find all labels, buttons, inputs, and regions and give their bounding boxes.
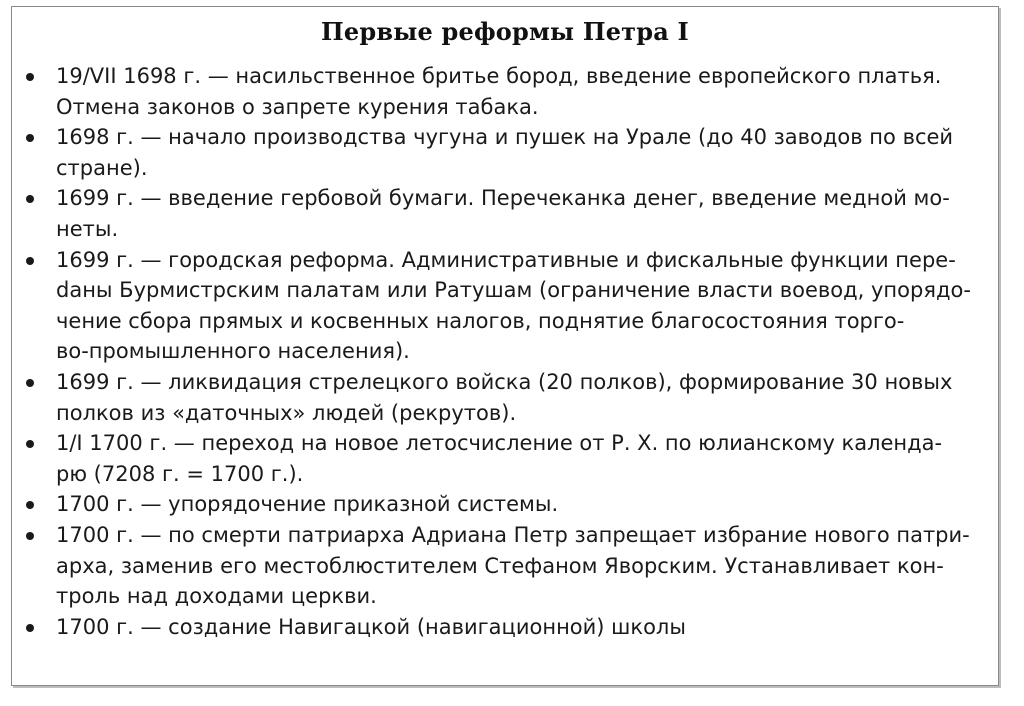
list-item [12, 245, 998, 367]
item-text: 1699 г. — городская реформа. Административные и фискальные функции пере- dаны Бурмистрским палатам или Ратушам (ограничение власти воевод, упорядо- чение сбора прямых и косвенных налогов, поднятие благосостояния торго- во-промышленного населения). [56, 247, 971, 364]
bullet-icon [26, 257, 34, 265]
list-item [12, 183, 998, 244]
bullet-icon [26, 624, 34, 632]
bullet-icon [26, 440, 34, 448]
item-text: 1699 г. — ликвидация стрелецкого войска (20 полков), формирование 30 новых полков из «даточных» людей (рекрутов). [56, 369, 953, 425]
list-item [12, 520, 998, 612]
bullet-icon [26, 134, 34, 142]
bullet-icon [26, 532, 34, 540]
list-item [12, 61, 998, 122]
item-text: 1700 г. — по смерти патриарха Адриана Петр запрещает избрание нового патри- арха, заменив его местоблюстителем Стефаном Яворским. Устанавливает кон- троль над доходами церкви. [56, 522, 970, 609]
list-item [12, 489, 998, 520]
item-text: 1/I 1700 г. — переход на новое летосчисление от Р. Х. по юлианскому календа- рю (7208 г. = 1700 г.). [56, 431, 943, 486]
list-item [12, 428, 998, 489]
item-text: 1698 г. — начало производства чугуна и пушек на Урале (до 40 заводов по всей стране). [56, 125, 954, 180]
list-item [12, 612, 998, 643]
reforms-table [11, 6, 999, 686]
list-item [12, 367, 998, 428]
table-title: Первые реформы Петра I [321, 17, 689, 46]
item-text: 1699 г. — введение гербовой бумаги. Перечеканка денег, введение медной мо- неты. [56, 186, 950, 241]
reforms-list [12, 61, 998, 642]
item-text: 19/VII 1698 г. — насильственное бритье бород, введение европейского платья. Отмена законов о запрете курения табака. [56, 64, 942, 119]
list-item [12, 122, 998, 183]
bullet-icon [26, 379, 34, 387]
bullet-icon [26, 195, 34, 203]
item-text: 1700 г. — упорядочение приказной системы. [56, 492, 559, 517]
bullet-icon [26, 501, 34, 509]
item-text: 1700 г. — создание Навигацкой (навигационной) школы [56, 614, 686, 639]
bullet-icon [26, 73, 34, 81]
